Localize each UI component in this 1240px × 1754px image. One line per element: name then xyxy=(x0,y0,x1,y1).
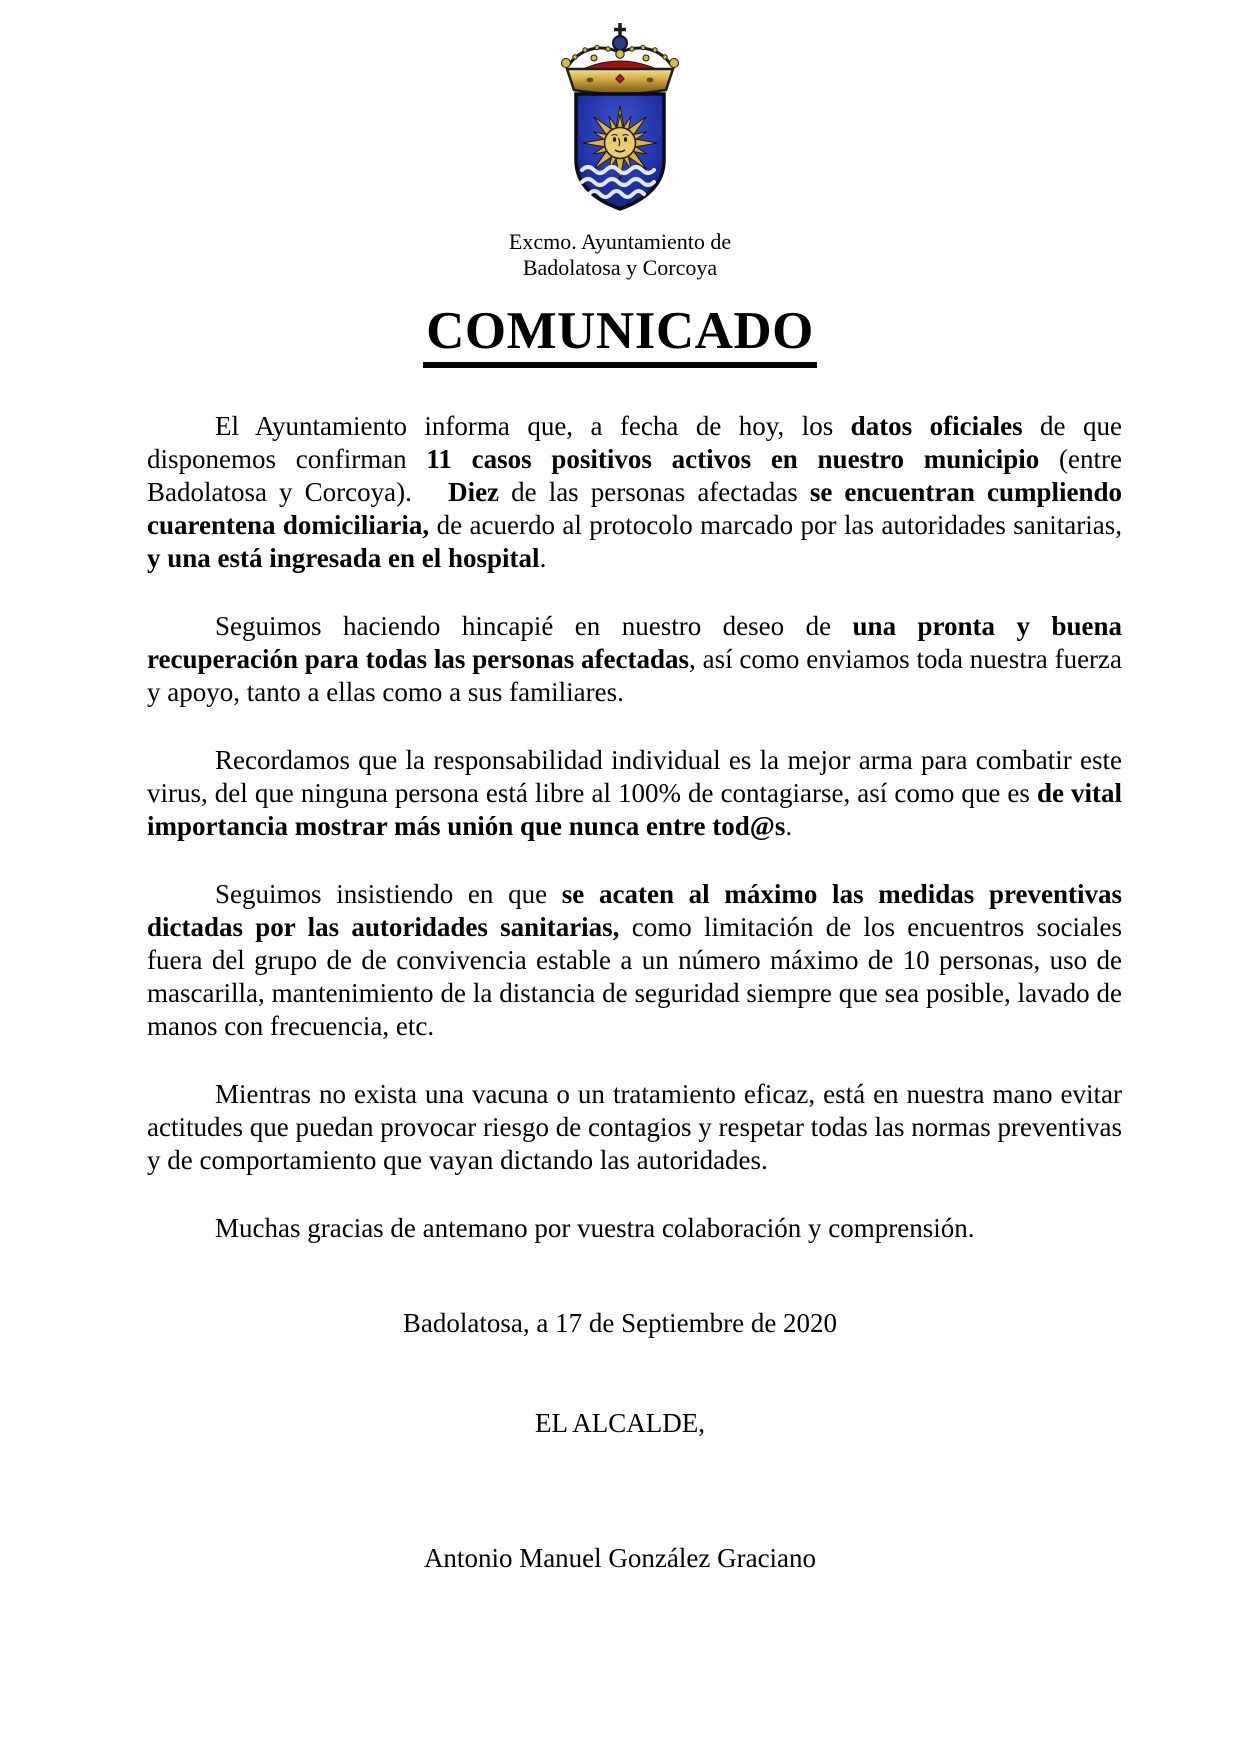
body-paragraph: Muchas gracias de antemano por vuestra colaboración y comprensión. xyxy=(215,1213,975,1243)
org-name-line1: Excmo. Ayuntamiento de xyxy=(508,229,732,254)
dateline: Badolatosa, a 17 de Septiembre de 2020 xyxy=(402,1308,838,1338)
emblem-container xyxy=(0,22,1240,217)
title-container xyxy=(0,302,1240,368)
document-body xyxy=(0,410,1240,1245)
signature-role: EL ALCALDE, xyxy=(535,1408,705,1438)
crown-icon xyxy=(562,23,679,94)
closing-block xyxy=(0,1307,1240,1575)
body-paragraph: Seguimos haciendo hincapié en nuestro deseo de una pronta y buena recuperación para todas las personas afectadas, así como enviamos toda nuestra fuerza y apoyo, tanto a ellas como a sus familiares. xyxy=(147,611,1123,707)
body-paragraph: Recordamos que la responsabilidad individual es la mejor arma para combatir este virus, del que ninguna persona está libre al 100% de contagiarse, así como que es de vital importancia mostrar más unión que nunca entre tod@s. xyxy=(147,745,1122,841)
signature-name: Antonio Manuel González Graciano xyxy=(423,1543,817,1573)
body-paragraph: El Ayuntamiento informa que, a fecha de hoy, los datos oficiales de que disponemos confirman 11 casos positivos activos en nuestro municipio (entre Badolatosa y Corcoya). Diez de las personas afectadas se encuentran cumpliendo cuarentena domiciliaria, de acuerdo al protocolo marcado por las autoridades sanitarias, y una está ingresada en el hospital. xyxy=(147,411,1122,573)
body-paragraph: Mientras no exista una vacuna o un tratamiento eficaz, está en nuestra mano evitar actitudes que puedan provocar riesgo de contagios y respetar todas las normas preventivas y de comportamiento que vayan dictando las autoridades. xyxy=(147,1079,1122,1175)
municipal-coat-of-arms-icon xyxy=(545,22,695,217)
document-title: COMUNICADO xyxy=(423,305,817,368)
organization-name xyxy=(0,229,1240,281)
waves-icon xyxy=(582,167,654,197)
body-paragraph: Seguimos insistiendo en que se acaten al máximo las medidas preventivas dictadas por las autoridades sanitarias, como limitación de los encuentros sociales fuera del grupo de de convivencia estable a un número máximo de 10 personas, uso de mascarilla, mantenimiento de la distancia de seguridad siempre que sea posible, lavado de manos con frecuencia, etc. xyxy=(147,879,1122,1041)
org-name-line2: Badolatosa y Corcoya xyxy=(522,255,718,280)
